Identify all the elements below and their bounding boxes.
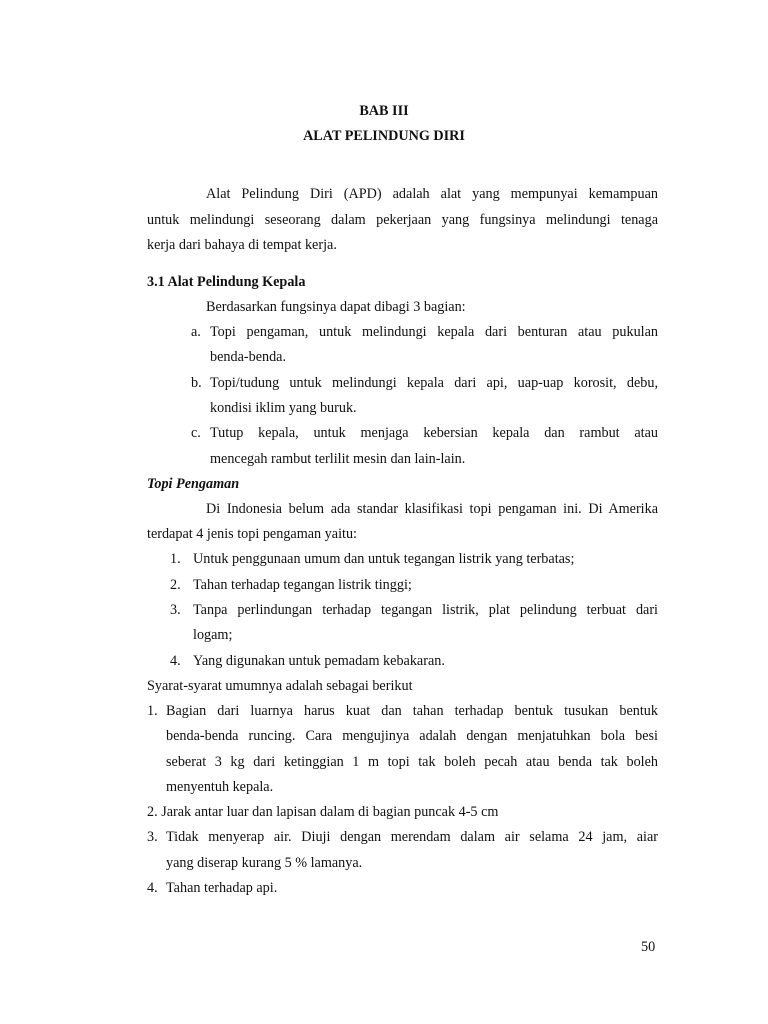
list-marker-c: c.	[191, 425, 201, 441]
list-marker-a: a.	[191, 324, 201, 340]
chapter-label: BAB III	[359, 103, 409, 119]
syarat-marker-4: 4.	[147, 880, 158, 896]
list-item-c-line-2: mencegah rambut terlilit mesin dan lain-lain.	[210, 451, 466, 467]
list-item-a-line-1: Topi pengaman, untuk melindungi kepala dari benturan atau pukulan	[210, 324, 658, 340]
syarat-item-1-line-1: Bagian dari luarnya harus kuat dan tahan terhadap bentuk tusukan bentuk	[166, 703, 658, 719]
type-item-4: Yang digunakan untuk pemadam kebakaran.	[193, 653, 445, 669]
chapter-title: ALAT PELINDUNG DIRI	[303, 128, 465, 144]
type-marker-1: 1.	[170, 551, 181, 567]
page-number: 50	[641, 939, 656, 955]
topi-para-line-1: Di Indonesia belum ada standar klasifikasi topi pengaman ini. Di Amerika	[206, 501, 658, 517]
intro-line-2: untuk melindungi seseorang dalam pekerjaan yang fungsinya melindungi tenaga	[147, 212, 658, 228]
section-lead: Berdasarkan fungsinya dapat dibagi 3 bagian:	[206, 299, 466, 315]
subsection-heading: Topi Pengaman	[147, 476, 240, 492]
type-item-3-line-2: logam;	[193, 627, 233, 643]
topi-para-line-2: terdapat 4 jenis topi pengaman yaitu:	[147, 526, 357, 542]
type-item-2: Tahan terhadap tegangan listrik tinggi;	[193, 577, 412, 593]
type-item-3-line-1: Tanpa perlindungan terhadap tegangan listrik, plat pelindung terbuat dari	[193, 602, 658, 618]
syarat-item-4: Tahan terhadap api.	[166, 880, 278, 896]
type-marker-3: 3.	[170, 602, 181, 618]
syarat-item-2: 2. Jarak antar luar dan lapisan dalam di bagian puncak 4-5 cm	[147, 804, 499, 820]
type-marker-2: 2.	[170, 577, 181, 593]
intro-line-3: kerja dari bahaya di tempat kerja.	[147, 237, 337, 253]
type-item-1: Untuk penggunaan umum dan untuk tegangan listrik yang terbatas;	[193, 551, 575, 567]
syarat-item-3-line-1: Tidak menyerap air. Diuji dengan merendam dalam air selama 24 jam, aiar	[166, 829, 658, 845]
syarat-lead: Syarat-syarat umumnya adalah sebagai berikut	[147, 678, 413, 694]
syarat-item-1-line-3: seberat 3 kg dari ketinggian 1 m topi tak boleh pecah atau benda tak boleh	[166, 754, 658, 770]
syarat-marker-1: 1.	[147, 703, 158, 719]
syarat-item-1-line-4: menyentuh kepala.	[166, 779, 274, 795]
syarat-item-1-line-2: benda-benda runcing. Cara mengujinya adalah dengan menjatuhkan bola besi	[166, 728, 658, 744]
section-heading: 3.1 Alat Pelindung Kepala	[147, 274, 306, 290]
list-item-b-line-1: Topi/tudung untuk melindungi kepala dari api, uap-uap korosit, debu,	[210, 375, 658, 391]
list-marker-b: b.	[191, 375, 202, 391]
list-item-c-line-1: Tutup kepala, untuk menjaga kebersian kepala dan rambut atau	[210, 425, 658, 441]
syarat-item-3-line-2: yang diserap kurang 5 % lamanya.	[166, 855, 363, 871]
list-item-a-line-2: benda-benda.	[210, 349, 287, 365]
syarat-marker-3: 3.	[147, 829, 158, 845]
list-item-b-line-2: kondisi iklim yang buruk.	[210, 400, 357, 416]
intro-line-1: Alat Pelindung Diri (APD) adalah alat yang mempunyai kemampuan	[206, 186, 658, 202]
type-marker-4: 4.	[170, 653, 181, 669]
